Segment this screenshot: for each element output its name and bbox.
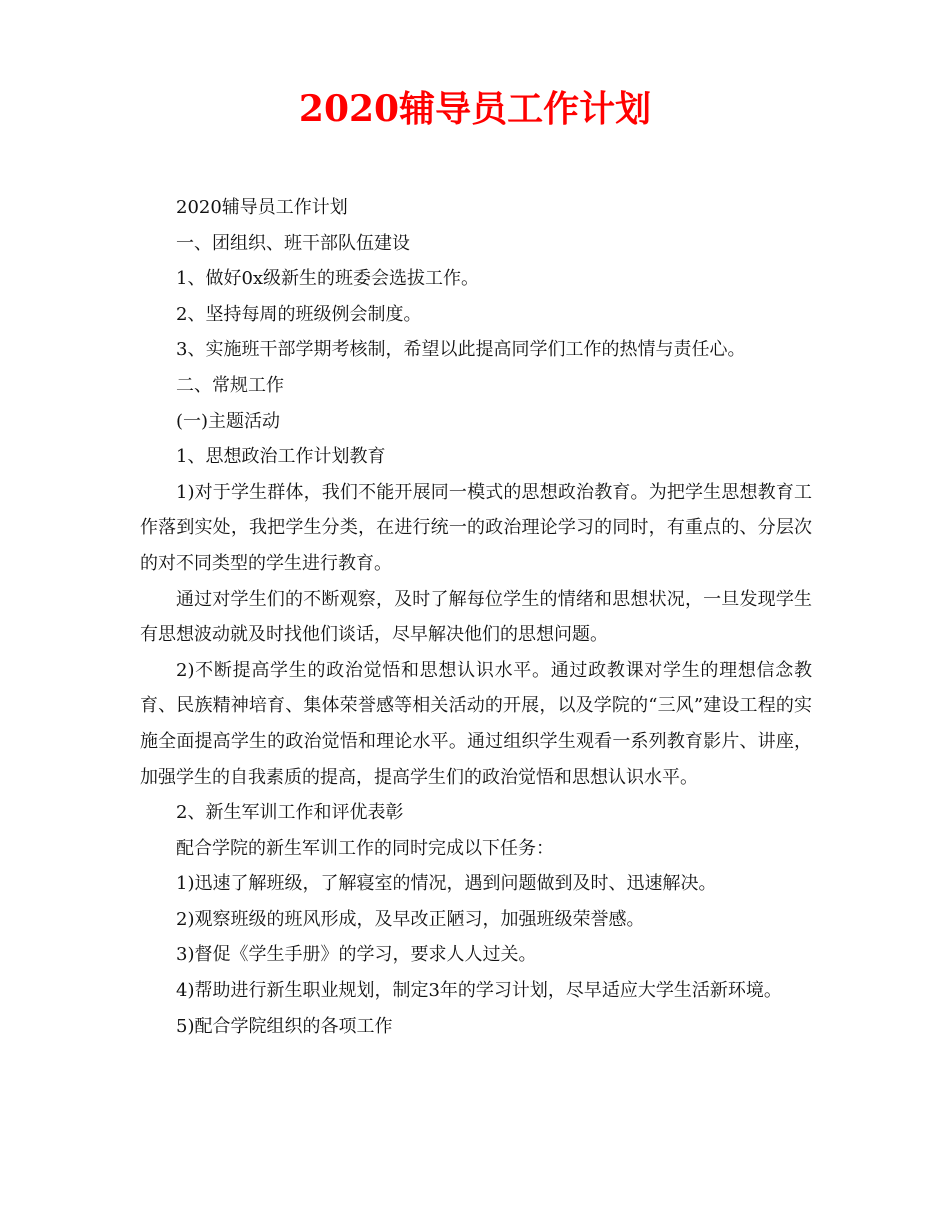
subsection-heading: 2、新生军训工作和评优表彰: [176, 802, 404, 824]
paragraph: 2)不断提高学生的政治觉悟和思想认识水平。通过政教课对学生的理想信念教育、民族精神培育、集体荣誉感等相关活动的开展，以及学院的“三风”建设工程的实施全面提高学生的政治觉悟和理论水平。通过组织学生观看一系列教育影片、讲座，加强学生的自我素质的提高，提高学生们的政治觉悟和思想认识水平。: [140, 659, 812, 788]
subsection-heading: 1、思想政治工作计划教育: [176, 446, 386, 468]
list-item: 3)督促《学生手册》的学习，要求人人过关。: [176, 944, 537, 966]
subsection-heading: (一)主题活动: [176, 410, 281, 432]
document-body: [140, 190, 812, 1044]
paragraph: 1)对于学生群体，我们不能开展同一模式的思想政治教育。为把学生思想教育工作落到实处，我把学生分类，在进行统一的政治理论学习的同时，有重点的、分层次的对不同类型的学生进行教育。: [140, 481, 812, 574]
paragraph: 通过对学生们的不断观察，及时了解每位学生的情绪和思想状况，一旦发现学生有思想波动就及时找他们谈话，尽早解决他们的思想问题。: [140, 588, 812, 646]
paragraph: 配合学院的新生军训工作的同时完成以下任务：: [176, 837, 554, 859]
list-item: 5)配合学院组织的各项工作: [176, 1015, 393, 1037]
section-heading: 二、常规工作: [176, 374, 284, 396]
paragraph: 2、坚持每周的班级例会制度。: [176, 303, 422, 325]
list-item: 4)帮助进行新生职业规划，制定3年的学习计划，尽早适应大学生活新环境。: [176, 980, 782, 1002]
list-item: 2)观察班级的班风形成，及早改正陋习，加强班级荣誉感。: [176, 908, 645, 930]
paragraph: 3、实施班干部学期考核制，希望以此提高同学们工作的热情与责任心。: [176, 339, 746, 361]
section-heading: 一、团组织、班干部队伍建设: [176, 232, 410, 254]
list-item: 1)迅速了解班级，了解寝室的情况，遇到问题做到及时、迅速解决。: [176, 873, 717, 895]
paragraph: 1、做好0x级新生的班委会选拔工作。: [176, 268, 480, 290]
document-title: 2020辅导员工作计划: [298, 88, 652, 130]
paragraph: 2020辅导员工作计划: [176, 197, 348, 218]
